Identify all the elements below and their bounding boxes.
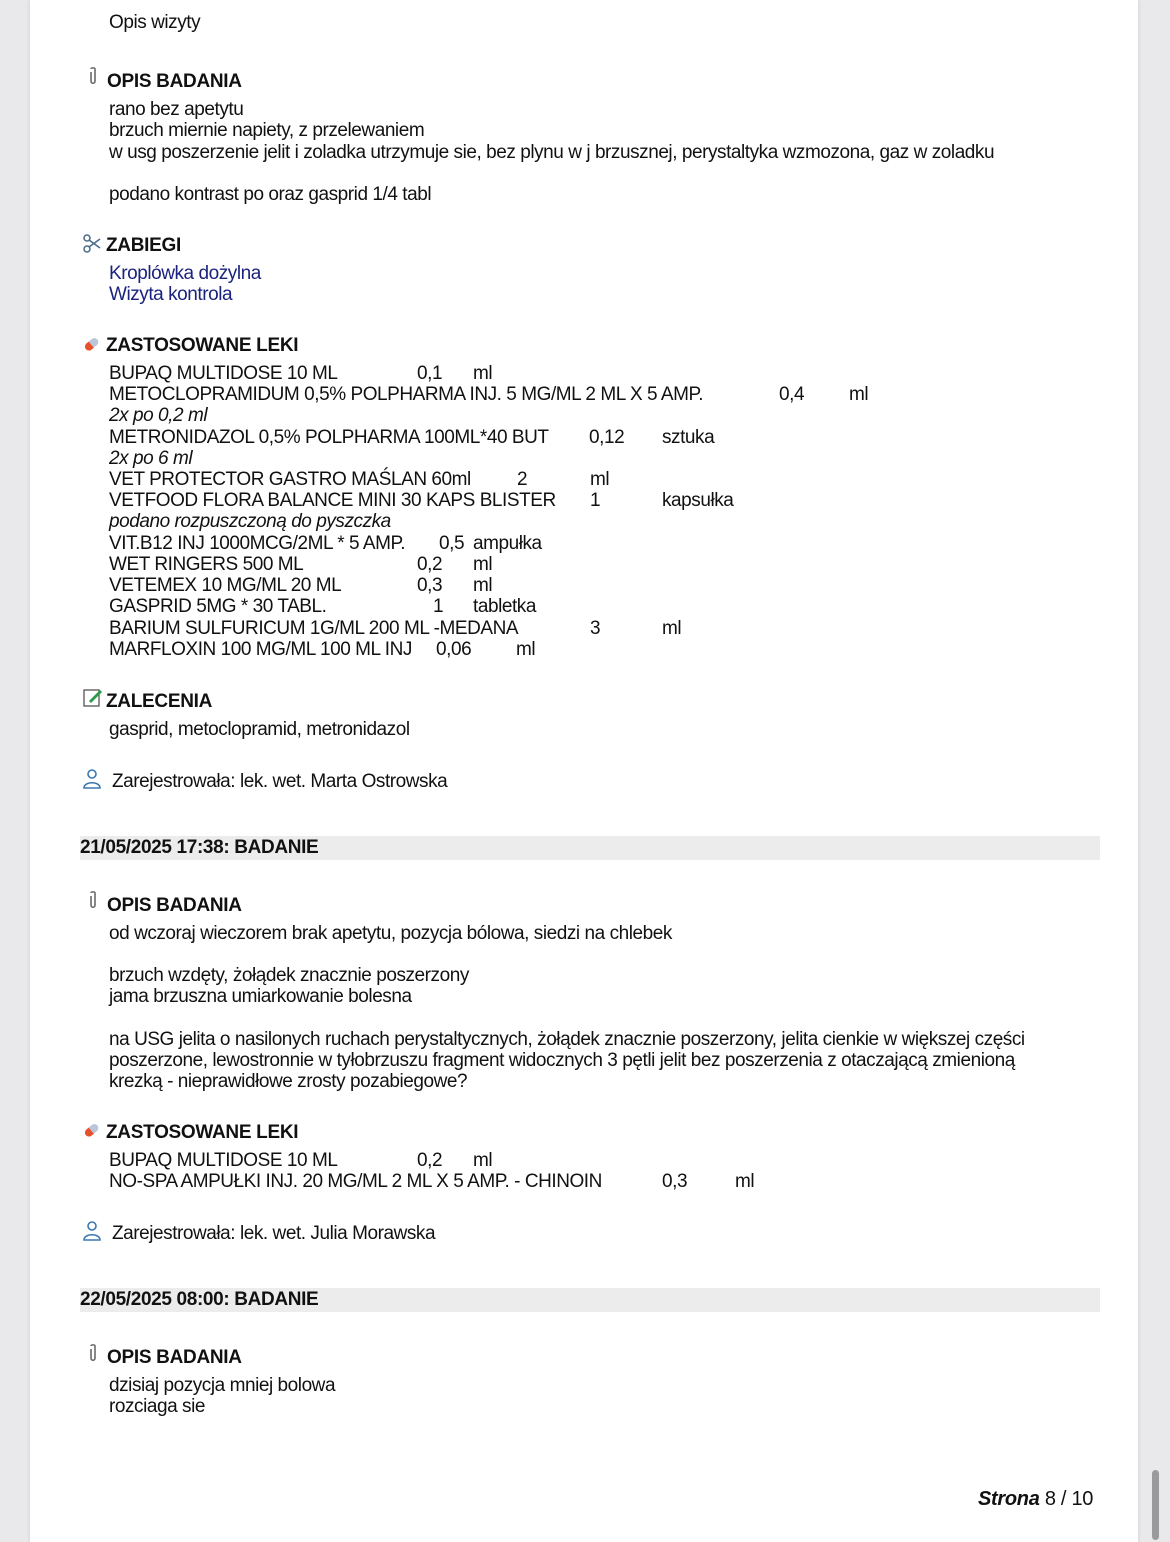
entry-header-bar	[80, 836, 1100, 860]
med-name: VET PROTECTOR GASTRO MAŚLAN 60ml	[109, 469, 471, 490]
med-qty: 0,5	[439, 533, 465, 554]
med-qty: 3	[590, 618, 601, 639]
exam-line: brzuch wzdęty, żołądek znacznie poszerzony	[109, 965, 469, 986]
exam-line: jama brzuszna umiarkowanie bolesna	[109, 986, 412, 1007]
med-qty: 0,3	[417, 575, 443, 596]
procedure-link[interactable]: Kroplówka dożylna	[109, 263, 261, 284]
med-qty: 0,06	[436, 639, 472, 660]
med-unit: ml	[735, 1171, 755, 1192]
registered-by: Zarejestrowała: lek. wet. Marta Ostrowska	[112, 771, 448, 792]
exam-heading: OPIS BADANIA	[107, 1347, 242, 1368]
med-name: BUPAQ MULTIDOSE 10 ML	[109, 1150, 338, 1171]
med-unit: ml	[473, 363, 493, 384]
med-name: NO-SPA AMPUŁKI INJ. 20 MG/ML 2 ML X 5 AMP. - CHINOIN	[109, 1171, 602, 1192]
procedures-heading: ZABIEGI	[106, 235, 181, 256]
meds-heading: ZASTOSOWANE LEKI	[106, 1122, 299, 1143]
page-current: 8	[1044, 1488, 1056, 1510]
scrollbar-thumb[interactable]	[1152, 1470, 1159, 1540]
exam-line: brzuch miernie napiety, z przelewaniem	[109, 120, 425, 141]
exam-line: od wczoraj wieczorem brak apetytu, pozycja bólowa, siedzi na chlebek	[109, 923, 672, 944]
exam-line: podano kontrast po oraz gasprid 1/4 tabl	[109, 184, 432, 205]
med-note: 2x po 6 ml	[109, 448, 193, 469]
med-qty: 1	[590, 490, 601, 511]
med-qty: 0,12	[589, 427, 625, 448]
med-note: 2x po 0,2 ml	[109, 405, 208, 426]
med-unit: ml	[473, 554, 493, 575]
page-label: Strona	[978, 1488, 1040, 1510]
med-name: WET RINGERS 500 ML	[109, 554, 304, 575]
paperclip-icon	[82, 1343, 104, 1365]
procedure-link[interactable]: Wizyta kontrola	[109, 284, 233, 305]
med-name: MARFLOXIN 100 MG/ML 100 ML INJ	[109, 639, 412, 660]
recommendations-heading: ZALECENIA	[106, 691, 213, 712]
exam-line: w usg poszerzenie jelit i zoladka utrzymuje sie, bez plynu w j brzusznej, perystaltyka wzmozona, gaz w zoladku	[109, 142, 995, 163]
page-separator: /	[1060, 1488, 1067, 1510]
med-qty: 0,3	[662, 1171, 688, 1192]
med-unit: ampułka	[473, 533, 542, 554]
med-name: BUPAQ MULTIDOSE 10 ML	[109, 363, 338, 384]
exam-line: rozciaga sie	[109, 1396, 205, 1417]
pill-icon	[81, 333, 103, 355]
paperclip-icon	[82, 890, 104, 912]
med-name: BARIUM SULFURICUM 1G/ML 200 ML -MEDANA	[109, 618, 519, 639]
recommendations-text: gasprid, metoclopramid, metronidazol	[109, 719, 410, 740]
meds-heading: ZASTOSOWANE LEKI	[106, 335, 299, 356]
exam-line: rano bez apetytu	[109, 99, 244, 120]
exam-heading: OPIS BADANIA	[107, 895, 242, 916]
paperclip-icon	[82, 66, 104, 88]
entry-header-bar	[80, 1288, 1100, 1312]
med-unit: ml	[473, 1150, 493, 1171]
med-unit: ml	[590, 469, 610, 490]
med-unit: ml	[849, 384, 869, 405]
page-number	[978, 1488, 1093, 1511]
med-name: VETEMEX 10 MG/ML 20 ML	[109, 575, 342, 596]
registered-by: Zarejestrowała: lek. wet. Julia Morawska	[112, 1223, 436, 1244]
med-unit: kapsułka	[662, 490, 734, 511]
med-unit: tabletka	[473, 596, 536, 617]
pill-icon	[81, 1119, 103, 1141]
med-unit: ml	[473, 575, 493, 596]
med-name: VETFOOD FLORA BALANCE MINI 30 KAPS BLISTER	[109, 490, 556, 511]
user-icon	[81, 768, 103, 790]
med-unit: ml	[662, 618, 682, 639]
page-total: 10	[1071, 1488, 1094, 1510]
exam-line: krezką - nieprawidłowe zrosty pozabiegowe?	[109, 1071, 468, 1092]
notepad-pencil-icon	[82, 687, 104, 709]
exam-line: dzisiaj pozycja mniej bolowa	[109, 1375, 336, 1396]
med-qty: 2	[517, 469, 528, 490]
med-note: podano rozpuszczoną do pyszczka	[109, 511, 391, 532]
user-icon	[81, 1220, 103, 1242]
med-qty: 1	[433, 596, 444, 617]
exam-line: poszerzone, lewostronnie w tyłobrzuszu fragment widocznych 3 pętli jelit bez poszerzenia z otaczającą zmienioną	[109, 1050, 1015, 1071]
visit-description-title: Opis wizyty	[109, 12, 201, 33]
med-name: GASPRID 5MG * 30 TABL.	[109, 596, 327, 617]
med-qty: 0,2	[417, 1150, 443, 1171]
med-qty: 0,1	[417, 363, 443, 384]
med-name: VIT.B12 INJ 1000MCG/2ML * 5 AMP.	[109, 533, 406, 554]
entry-header: 21/05/2025 17:38: BADANIE	[80, 837, 319, 858]
med-name: METRONIDAZOL 0,5% POLPHARMA 100ML*40 BUT	[109, 427, 549, 448]
entry-header: 22/05/2025 08:00: BADANIE	[80, 1289, 319, 1310]
exam-line: na USG jelita o nasilonych ruchach perystaltycznych, żołądek znacznie poszerzony, jelita cienkie w większej części	[109, 1029, 1025, 1050]
med-unit: sztuka	[662, 427, 715, 448]
exam-heading: OPIS BADANIA	[107, 71, 242, 92]
med-qty: 0,2	[417, 554, 443, 575]
med-qty: 0,4	[779, 384, 805, 405]
scissors-icon	[82, 233, 104, 255]
med-unit: ml	[516, 639, 536, 660]
med-name: METOCLOPRAMIDUM 0,5% POLPHARMA INJ. 5 MG/ML 2 ML X 5 AMP.	[109, 384, 704, 405]
